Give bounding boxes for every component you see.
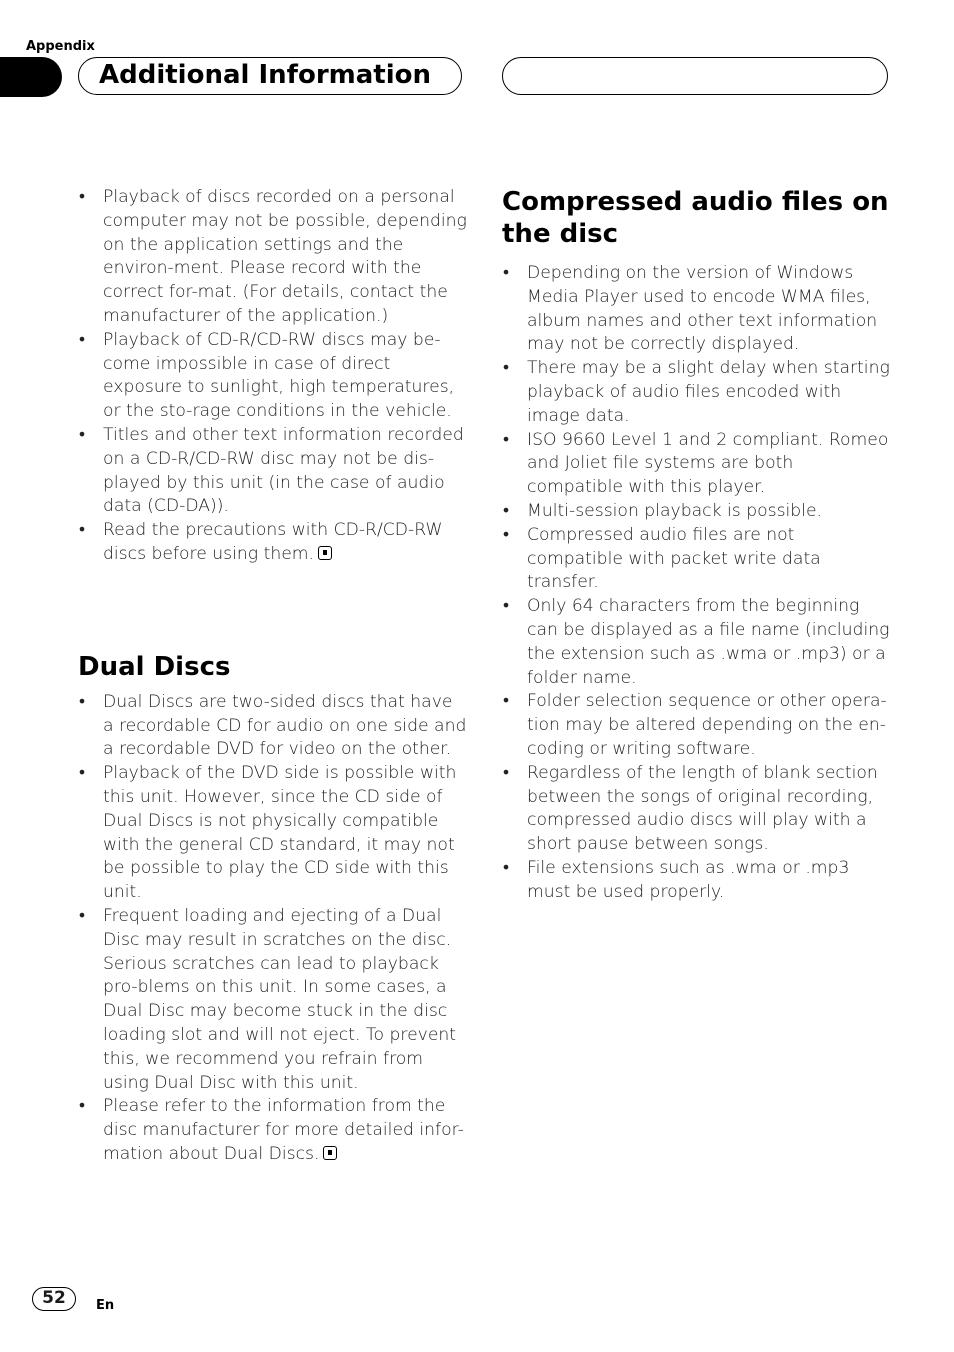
list-item: • Only 64 characters from the beginning can be displayed as a file name (including the extension such as .wma or .mp3) or a folder name. bbox=[502, 595, 892, 690]
list-item: • Multi-session playback is possible. bbox=[502, 500, 892, 524]
right-column bbox=[502, 186, 892, 905]
list-item: • Playback of the DVD side is possible with this unit. However, since the CD side of Dual Discs is not physically compatible with the general CD standard, it may not be possible to play the CD side with this unit. bbox=[78, 762, 468, 905]
list-item bbox=[78, 519, 468, 567]
intro-list bbox=[78, 186, 468, 567]
list-item: • Depending on the version of Windows Media Player used to encode WMA files, album names and other text information may not be correctly displayed. bbox=[502, 262, 892, 357]
list-item-text: Please refer to the information from the disc manufacturer for more detailed infor-mation about Dual Discs. bbox=[103, 1096, 464, 1164]
list-item: • Dual Discs are two-sided discs that have a recordable CD for audio on one side and a recordable DVD for video on the other. bbox=[78, 691, 468, 762]
list-item: • Compressed audio files are not compatible with packet write data transfer. bbox=[502, 524, 892, 595]
section-label: Appendix bbox=[26, 39, 95, 54]
list-item: • Regardless of the length of blank section between the songs of original recording, compressed audio discs will play with a short pause between songs. bbox=[502, 762, 892, 857]
section-heading: Compressed audio files on the disc bbox=[502, 187, 889, 249]
list-item: • Titles and other text information recorded on a CD-R/CD-RW disc may not be dis-played by this unit (in the case of audio data (CD-DA)). bbox=[78, 424, 468, 519]
header-pill-empty bbox=[502, 57, 888, 95]
page-title: Additional Information bbox=[99, 60, 432, 90]
list-item: • Playback of discs recorded on a personal computer may not be possible, depending on the application settings and the environ-ment. Please record with the correct for-mat. (For details, contact the manufacturer of the application.) bbox=[78, 186, 468, 329]
left-column bbox=[78, 186, 468, 1167]
list-item: • File extensions such as .wma or .mp3 must be used properly. bbox=[502, 857, 892, 905]
compressed-audio-list bbox=[502, 262, 892, 905]
list-item: • Playback of CD-R/CD-RW discs may be-come impossible in case of direct exposure to sunlight, high temperatures, or the sto-rage conditions in the vehicle. bbox=[78, 329, 468, 424]
list-item: • There may be a slight delay when starting playback of audio files encoded with image data. bbox=[502, 357, 892, 428]
section-tab-marker bbox=[0, 57, 62, 97]
page-number: 52 bbox=[32, 1287, 76, 1311]
header-pill bbox=[78, 57, 462, 95]
section-heading: Dual Discs bbox=[78, 651, 231, 682]
end-of-section-icon bbox=[323, 1146, 337, 1160]
language-code: En bbox=[96, 1298, 115, 1313]
list-item: • Frequent loading and ejecting of a Dual Disc may result in scratches on the disc. Serious scratches can lead to playback pro-blems on this unit. In some cases, a Dual Disc may become stuck in the disc loading slot and will not eject. To prevent this, we recommend you refrain from using Dual Disc with this unit. bbox=[78, 905, 468, 1095]
dual-discs-section bbox=[78, 651, 468, 1167]
compressed-audio-section bbox=[502, 186, 892, 905]
end-of-section-icon bbox=[318, 546, 332, 560]
list-item-text: Read the precautions with CD-R/CD-RW discs before using them. bbox=[103, 520, 443, 564]
list-item: • ISO 9660 Level 1 and 2 compliant. Romeo and Joliet file systems are both compatible with this player. bbox=[502, 429, 892, 500]
list-item: • Folder selection sequence or other opera-tion may be altered depending on the en-coding or writing software. bbox=[502, 690, 892, 761]
list-item bbox=[78, 1095, 468, 1166]
dual-discs-list bbox=[78, 691, 468, 1167]
